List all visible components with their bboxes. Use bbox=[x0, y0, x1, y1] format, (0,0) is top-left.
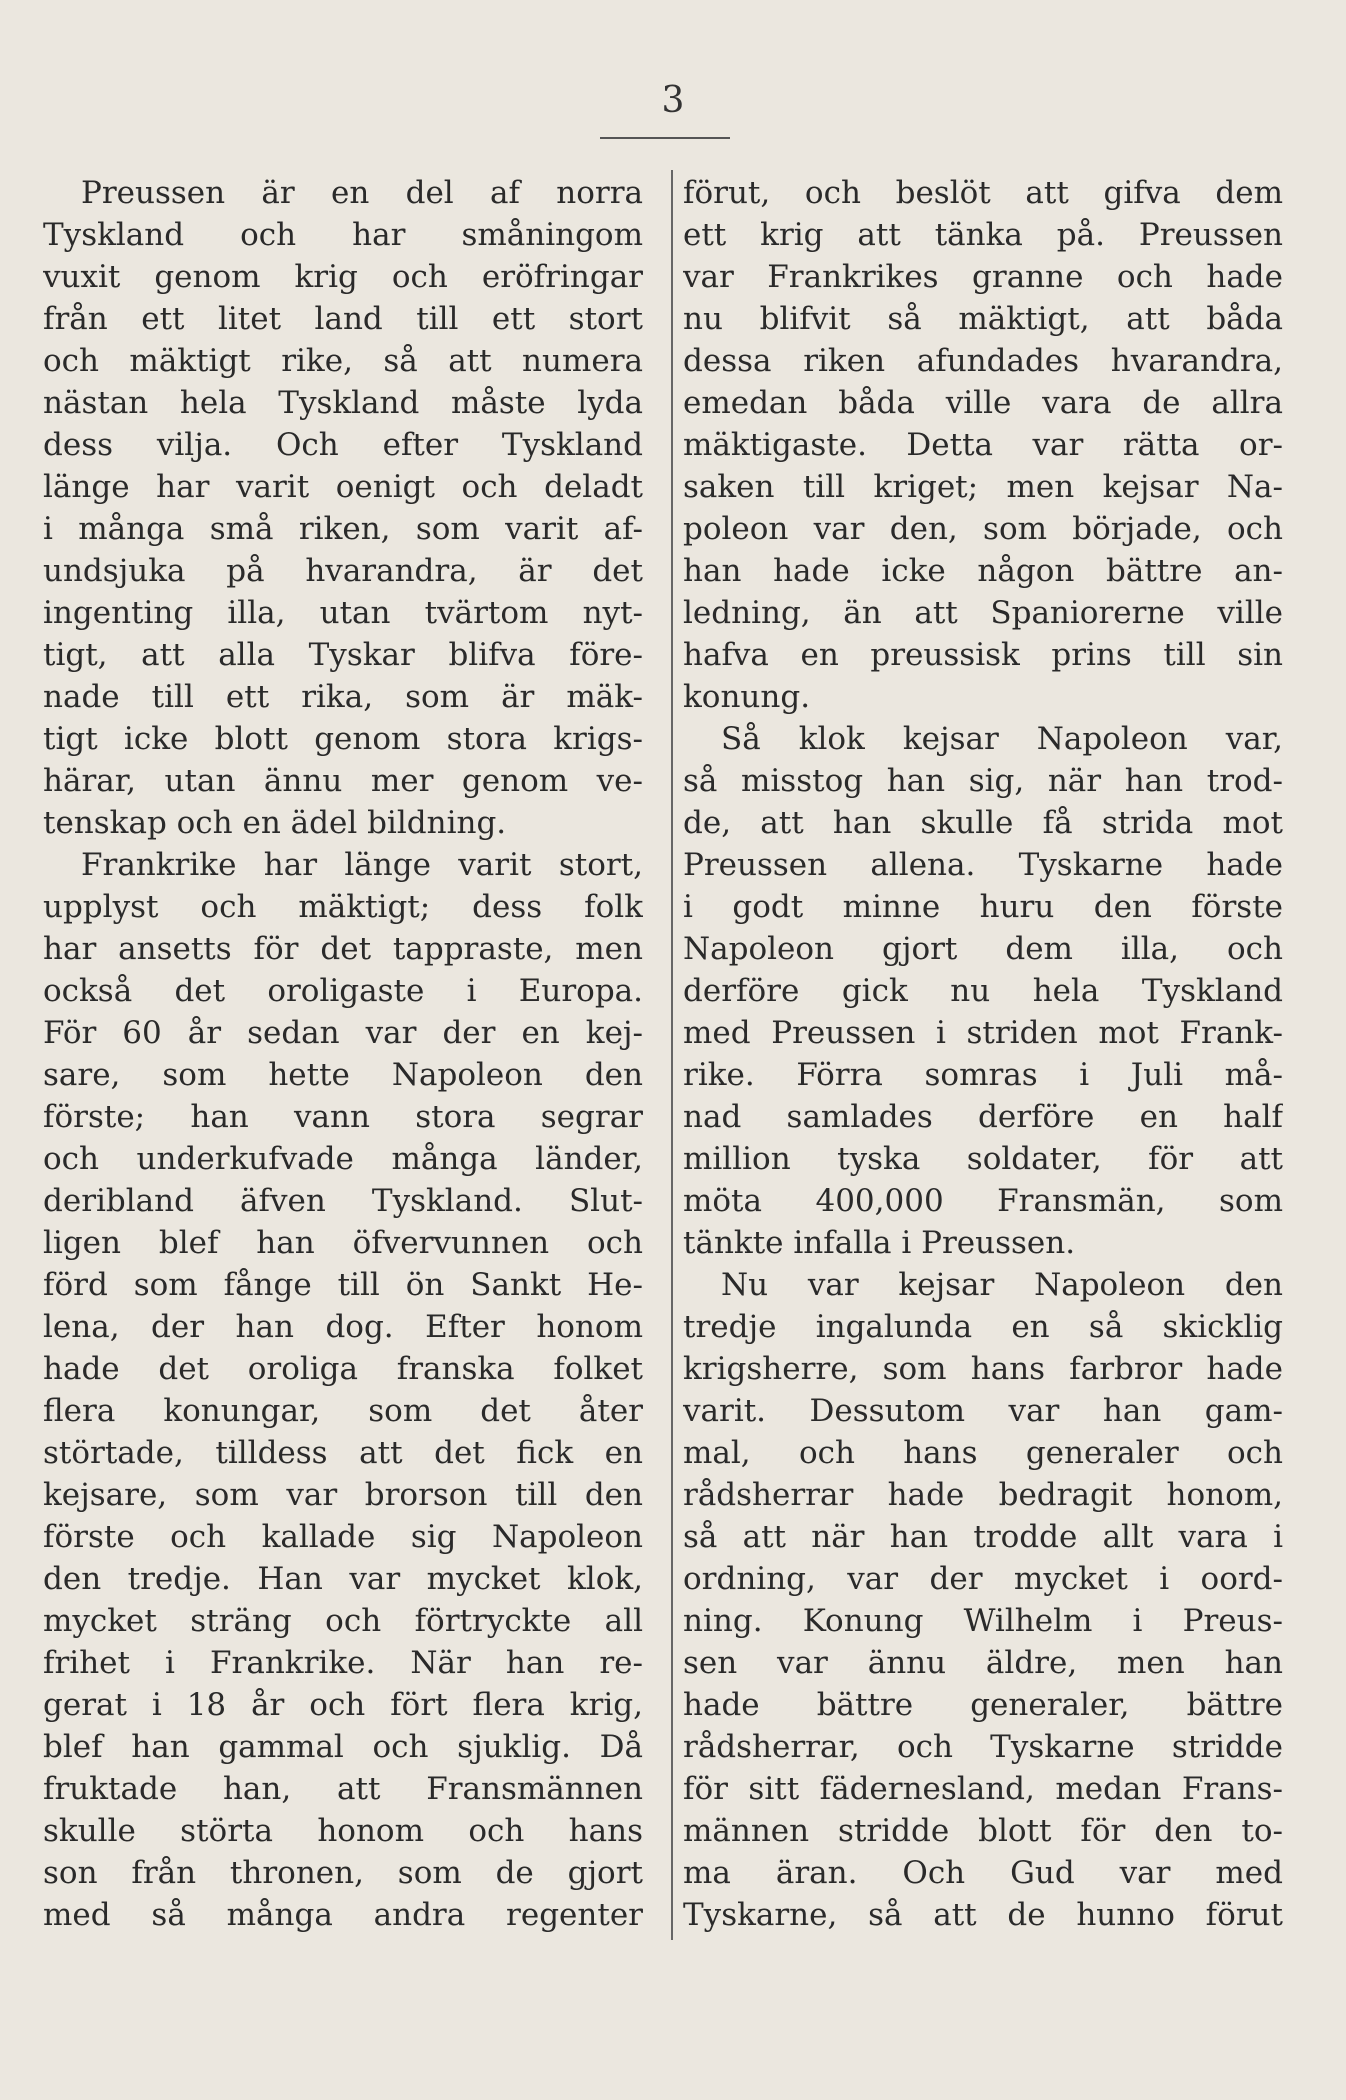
text-line: sare, som hette Napoleon den bbox=[43, 1057, 643, 1093]
column-divider bbox=[671, 170, 673, 1940]
header-rule bbox=[600, 137, 730, 139]
text-line: Nu var kejsar Napoleon den bbox=[721, 1267, 1283, 1303]
text-line: tigt icke blott genom stora krigs- bbox=[43, 721, 643, 757]
text-line: med så många andra regenter bbox=[43, 1897, 643, 1933]
text-line: mycket sträng och förtryckte all bbox=[43, 1603, 643, 1639]
text-line: tänkte infalla i Preussen. bbox=[683, 1225, 1076, 1261]
text-line: länge har varit oenigt och deladt bbox=[43, 469, 643, 505]
text-line: blef han gammal och sjuklig. Då bbox=[43, 1729, 643, 1765]
text-line: varit. Dessutom var han gam- bbox=[683, 1393, 1283, 1429]
text-line: dessa riken afundades hvarandra, bbox=[683, 343, 1283, 379]
text-line: rike. Förra somras i Juli må- bbox=[683, 1057, 1283, 1093]
text-line: tigt, att alla Tyskar blifva före- bbox=[43, 637, 643, 673]
text-line: saken till kriget; men kejsar Na- bbox=[683, 469, 1283, 505]
text-line: också det oroligaste i Europa. bbox=[43, 973, 643, 1009]
text-line: ma äran. Och Gud var med bbox=[683, 1855, 1283, 1891]
text-line: och underkufvade många länder, bbox=[43, 1141, 643, 1177]
text-line: kejsare, som var brorson till den bbox=[43, 1477, 643, 1513]
text-line: har ansetts för det tappraste, men bbox=[43, 931, 643, 967]
text-line: Napoleon gjort dem illa, och bbox=[683, 931, 1283, 967]
text-line: förd som fånge till ön Sankt He- bbox=[43, 1267, 643, 1303]
text-line: dess vilja. Och efter Tyskland bbox=[43, 427, 643, 463]
text-line: nu blifvit så mäktigt, att båda bbox=[683, 301, 1283, 337]
text-line: vuxit genom krig och eröfringar bbox=[43, 259, 643, 295]
text-line: han hade icke någon bättre an- bbox=[683, 553, 1283, 589]
text-line: upplyst och mäktigt; dess folk bbox=[43, 889, 643, 925]
text-line: i godt minne huru den förste bbox=[683, 889, 1283, 925]
text-line: För 60 år sedan var der en kej- bbox=[43, 1015, 643, 1051]
text-line: son från thronen, som de gjort bbox=[43, 1855, 643, 1891]
text-line: den tredje. Han var mycket klok, bbox=[43, 1561, 643, 1597]
text-line: million tyska soldater, för att bbox=[683, 1141, 1283, 1177]
text-line: skulle störta honom och hans bbox=[43, 1813, 643, 1849]
text-line: förste och kallade sig Napoleon bbox=[43, 1519, 643, 1555]
text-line: ordning, var der mycket i oord- bbox=[683, 1561, 1283, 1597]
text-line: derföre gick nu hela Tyskland bbox=[683, 973, 1283, 1009]
text-line: härar, utan ännu mer genom ve- bbox=[43, 763, 643, 799]
text-line: krigsherre, som hans farbror hade bbox=[683, 1351, 1283, 1387]
text-line: förut, och beslöt att gifva dem bbox=[683, 175, 1283, 211]
text-line: från ett litet land till ett stort bbox=[43, 301, 643, 337]
text-line: möta 400,000 Fransmän, som bbox=[683, 1183, 1283, 1219]
text-line: poleon var den, som började, och bbox=[683, 511, 1283, 547]
text-line: nästan hela Tyskland måste lyda bbox=[43, 385, 643, 421]
text-line: rådsherrar, och Tyskarne stridde bbox=[683, 1729, 1283, 1765]
right-column bbox=[683, 172, 1283, 1936]
text-line: konung. bbox=[683, 679, 811, 715]
text-line: störtade, tilldess att det fick en bbox=[43, 1435, 643, 1471]
text-line: ning. Konung Wilhelm i Preus- bbox=[683, 1603, 1283, 1639]
text-line: Preussen är en del af norra bbox=[81, 175, 643, 211]
page-number: 3 bbox=[661, 80, 685, 121]
text-line: fruktade han, att Fransmännen bbox=[43, 1771, 643, 1807]
text-line: emedan båda ville vara de allra bbox=[683, 385, 1283, 421]
text-line: lena, der han dog. Efter honom bbox=[43, 1309, 643, 1345]
text-line: ligen blef han öfvervunnen och bbox=[43, 1225, 643, 1261]
text-line: Frankrike har länge varit stort, bbox=[81, 847, 643, 883]
text-line: männen stridde blott för den to- bbox=[683, 1813, 1283, 1849]
text-line: Så klok kejsar Napoleon var, bbox=[721, 721, 1283, 757]
text-line: flera konungar, som det åter bbox=[43, 1393, 643, 1429]
left-column bbox=[43, 172, 643, 1936]
text-line: förste; han vann stora segrar bbox=[43, 1099, 643, 1135]
text-line: nad samlades derföre en half bbox=[683, 1099, 1283, 1135]
text-line: så misstog han sig, när han trod- bbox=[683, 763, 1283, 799]
text-line: deribland äfven Tyskland. Slut- bbox=[43, 1183, 643, 1219]
text-line: ett krig att tänka på. Preussen bbox=[683, 217, 1283, 253]
text-line: hade bättre generaler, bättre bbox=[683, 1687, 1283, 1723]
text-line: frihet i Frankrike. När han re- bbox=[43, 1645, 643, 1681]
text-line: Preussen allena. Tyskarne hade bbox=[683, 847, 1283, 883]
text-line: ledning, än att Spaniorerne ville bbox=[683, 595, 1283, 631]
text-line: tredje ingalunda en så skicklig bbox=[683, 1309, 1283, 1345]
text-line: nade till ett rika, som är mäk- bbox=[43, 679, 643, 715]
text-line: de, att han skulle få strida mot bbox=[683, 805, 1283, 841]
text-line: i många små riken, som varit af- bbox=[43, 511, 643, 547]
text-line: så att när han trodde allt vara i bbox=[683, 1519, 1283, 1555]
text-line: gerat i 18 år och fört flera krig, bbox=[43, 1687, 643, 1723]
text-line: Tyskland och har småningom bbox=[43, 217, 643, 253]
text-line: och mäktigt rike, så att numera bbox=[43, 343, 643, 379]
text-line: undsjuka på hvarandra, är det bbox=[43, 553, 643, 589]
text-line: mal, och hans generaler och bbox=[683, 1435, 1283, 1471]
text-line: ingenting illa, utan tvärtom nyt- bbox=[43, 595, 643, 631]
text-line: hafva en preussisk prins till sin bbox=[683, 637, 1283, 673]
text-line: mäktigaste. Detta var rätta or- bbox=[683, 427, 1283, 463]
text-line: sen var ännu äldre, men han bbox=[683, 1645, 1283, 1681]
text-line: tenskap och en ädel bildning. bbox=[43, 805, 507, 841]
text-line: med Preussen i striden mot Frank- bbox=[683, 1015, 1283, 1051]
text-line: var Frankrikes granne och hade bbox=[683, 259, 1283, 295]
text-line: rådsherrar hade bedragit honom, bbox=[683, 1477, 1283, 1513]
text-line: för sitt fädernesland, medan Frans- bbox=[683, 1771, 1283, 1807]
text-line: Tyskarne, så att de hunno förut bbox=[683, 1897, 1283, 1933]
text-line: hade det oroliga franska folket bbox=[43, 1351, 643, 1387]
